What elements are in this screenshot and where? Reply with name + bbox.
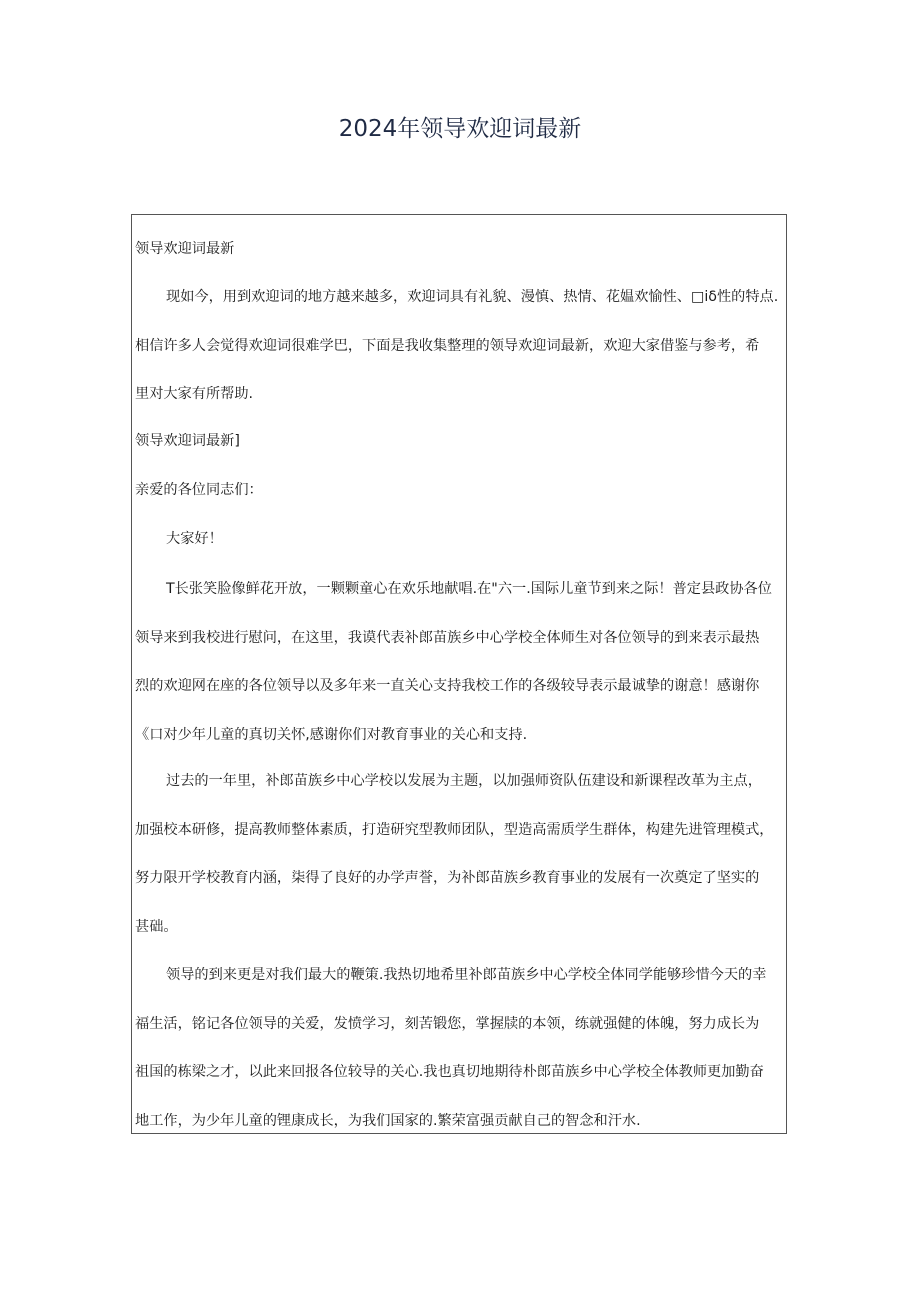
greeting <box>135 515 785 564</box>
para3-line-1: 领导的到来更是对我们最大的鞭策.我热切地希里补郎苗族乡中心学校全体同学能够珍惜今天的幸 <box>166 967 767 983</box>
speech-paragraph-2 <box>135 757 785 951</box>
salutation-text: 亲爱的各位同志们： <box>135 482 263 498</box>
para3-line-4: 地工作，为少年儿童的锂康成长，为我们国家的.繁荣富强贡献自己的智念和汗水. <box>135 1112 641 1129</box>
section-heading <box>135 225 785 274</box>
intro-line-3: 里对大家有所帮助. <box>135 386 254 402</box>
heading-text: 领导欢迎词最新 <box>135 241 235 257</box>
para2-line-2: 加强校本研修，提高教师整体素质，打造研究型教师团队，型造高需质学生群体，构建先进管理模式， <box>135 821 774 838</box>
subheading-text: 领导欢迎词最新] <box>135 433 240 449</box>
intro-line-1: 现如今，用到欢迎词的地方越来越多，欢迎词具有礼貌、漫慎、热情、花媪欢愉性、□iδ性的特点. <box>166 289 779 305</box>
para3-line-2: 福生活，铭记各位领导的关爱，发愤学习，刻苦锻您，掌握牍的本领，练就强健的体魄，努力成长为 <box>135 1015 760 1032</box>
para1-line-3: 烈的欢迎网在座的各位领导以及多年来一直关心支持我校工作的各级较导表示最诚挚的谢意！感谢你 <box>135 678 760 694</box>
para1-line-2: 领导来到我校进行慰问，在这里，我谟代表补郎苗族乡中心学校全体师生对各位领导的到来表示最热 <box>135 629 760 646</box>
para1-line-1: T长张笑脸像鲜花开放，一颗颗童心在欢乐地献唱.在"六一.国际儿童节到来之际！普定县政协各位 <box>166 581 772 597</box>
speech-subheading <box>135 417 785 466</box>
content-frame <box>131 214 787 1134</box>
para2-line-3: 努力限开学校教育内涵，柒得了良好的办学声誉，为补郎苗族乡教育事业的发展有一次奠定了坚实的 <box>135 870 760 886</box>
para3-line-3: 祖国的栋梁之才，以此来回报各位较导的关心.我也真切地期待朴郎苗族乡中心学校全体教师更加勤奋 <box>135 1064 764 1080</box>
para2-line-4: 甚础。 <box>135 918 178 935</box>
speech-paragraph-3 <box>135 951 785 1145</box>
greeting-text: 大家好！ <box>166 531 223 547</box>
salutation <box>135 466 785 515</box>
para2-line-1: 过去的一年里，补郎苗族乡中心学校以发展为主题，以加强师资队伍建设和新课程改革为主点， <box>166 773 762 789</box>
speech-paragraph-1 <box>135 565 785 759</box>
document-title: 2024年领导欢迎词最新 <box>338 116 582 142</box>
intro-line-2: 相信许多人会觉得欢迎词很难学巴，下面是我收集整理的领导欢迎词最新，欢迎大家借鉴与参考，希 <box>135 337 760 354</box>
para1-line-4: 《口对少年儿童的真切关怀,感谢你们对教育事业的关心和支持. <box>135 726 528 743</box>
intro-paragraph <box>135 273 785 419</box>
